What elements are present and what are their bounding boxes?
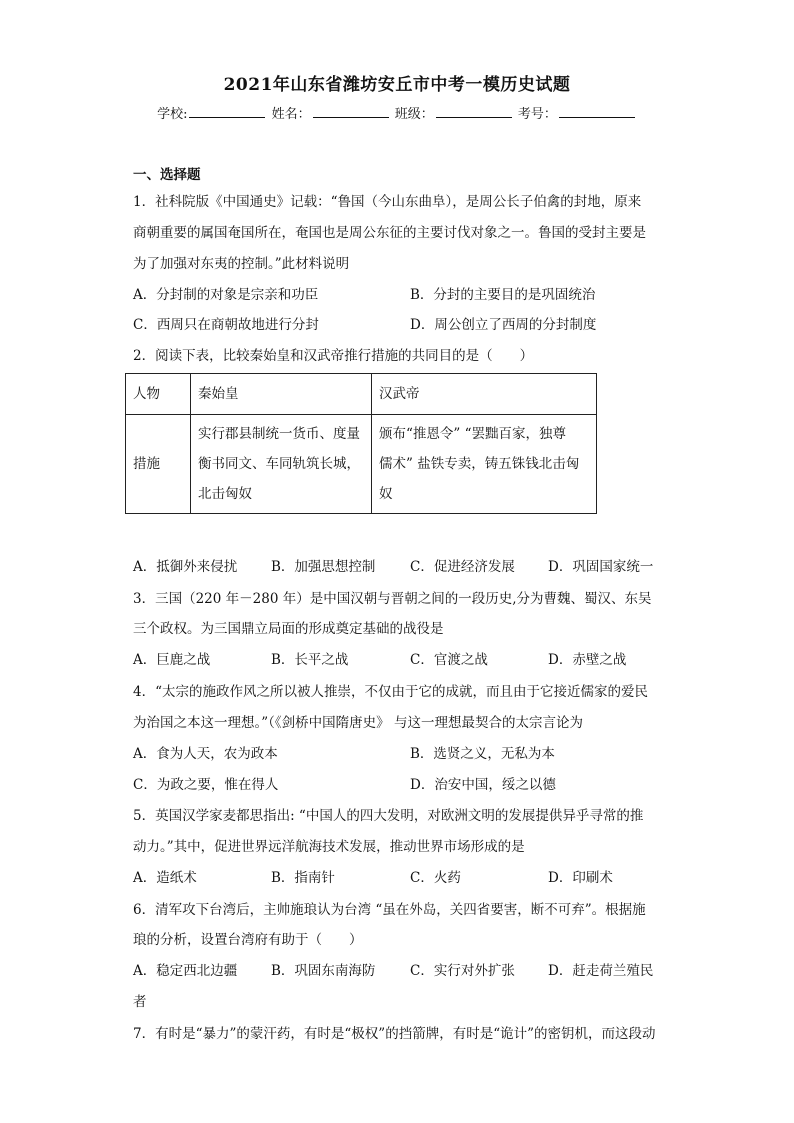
school-blank[interactable] bbox=[189, 105, 265, 118]
q1-option-d: D．周公创立了西周的分封制度 bbox=[410, 317, 597, 333]
q1-option-b: B．分封的主要目的是巩固统治 bbox=[410, 287, 596, 303]
q6-option-d: D．赶走荷兰殖民 bbox=[548, 963, 654, 979]
q5-option-a: A．造纸术 bbox=[133, 870, 197, 886]
q7-stem-line: 7．有时是“暴力”的蒙汗药，有时是“极权”的挡箭牌，有时是“诡计”的密钥机，而这段动 bbox=[133, 1026, 656, 1042]
cell-line: 衡书同文、车同轨筑长城， bbox=[198, 456, 360, 472]
q6-option-c: C．实行对外扩张 bbox=[410, 963, 515, 979]
student-info-line bbox=[0, 103, 794, 122]
q4-stem-line: 为治国之本这一理想。”（《剑桥中国隋唐史》 与这一理想最契合的太宗言论为 bbox=[133, 715, 583, 731]
q5-option-c: C．火药 bbox=[410, 870, 461, 886]
cell-line: 颁布“推恩令” “罢黜百家，独尊 bbox=[379, 426, 566, 442]
q3-option-a: A．巨鹿之战 bbox=[133, 652, 211, 668]
q2-option-b: B．加强思想控制 bbox=[271, 559, 376, 575]
cell-line: 奴 bbox=[379, 486, 393, 502]
cell-line: 实行郡县制统一货币、度量 bbox=[198, 426, 360, 442]
table-row-label: 措施 bbox=[126, 415, 191, 514]
q3-stem-line: 3．三国（220 年－280 年）是中国汉朝与晋朝之间的一段历史,分为曹魏、蜀汉、东吴 bbox=[133, 591, 652, 607]
q6-option-d-wrap: 者 bbox=[133, 994, 147, 1010]
cell-line: 北击匈奴 bbox=[198, 486, 252, 502]
q1-stem-line: 1．社科院版《中国通史》记载：“鲁国（今山东曲阜），是周公长子伯禽的封地，原来 bbox=[133, 194, 642, 210]
q3-option-c: C．官渡之战 bbox=[410, 652, 488, 668]
section-heading: 一、选择题 bbox=[133, 167, 201, 183]
q5-stem-line: 5．英国汉学家麦都思指出: “中国人的四大发明，对欧洲文明的发展提供异乎寻常的推 bbox=[133, 808, 644, 824]
q6-stem-line: 琅的分析，设置台湾府有助于（ ） bbox=[133, 932, 363, 948]
q1-stem-line: 为了加强对东夷的控制。”此材料说明 bbox=[133, 256, 350, 272]
q2-option-a: A．抵御外来侵扰 bbox=[133, 559, 238, 575]
q1-option-c: C．西周只在商朝故地进行分封 bbox=[133, 317, 319, 333]
q4-option-d: D．治安中国，绥之以德 bbox=[410, 777, 556, 793]
name-label: 姓名： bbox=[271, 107, 311, 122]
q1-option-a: A．分封制的对象是宗亲和功臣 bbox=[133, 287, 319, 303]
q5-option-b: B．指南针 bbox=[271, 870, 335, 886]
class-blank[interactable] bbox=[436, 105, 512, 118]
cell-line: 儒术” 盐铁专卖，铸五铢钱北击匈 bbox=[379, 456, 580, 472]
table-header-cell: 汉武帝 bbox=[372, 374, 597, 415]
class-label: 班级： bbox=[394, 107, 434, 122]
table-cell-han bbox=[372, 415, 597, 514]
page-title: 2021年山东省潍坊安丘市中考一模历史试题 bbox=[223, 75, 571, 95]
q4-stem-line: 4．“太宗的施政作风之所以被人推崇，不仅由于它的成就，而且由于它接近儒家的爱民 bbox=[133, 684, 648, 700]
exam-number-blank[interactable] bbox=[559, 105, 635, 118]
table-header-cell: 人物 bbox=[126, 374, 191, 415]
q2-comparison-table bbox=[125, 373, 597, 514]
q3-option-b: B．长平之战 bbox=[271, 652, 349, 668]
q4-option-c: C．为政之要，惟在得人 bbox=[133, 777, 279, 793]
q5-option-d: D．印刷术 bbox=[548, 870, 613, 886]
q6-option-a: A．稳定西北边疆 bbox=[133, 963, 238, 979]
q2-stem: 2．阅读下表，比较秦始皇和汉武帝推行措施的共同目的是（ ） bbox=[133, 348, 534, 364]
table-cell-qin bbox=[191, 415, 372, 514]
q3-stem-line: 三个政权。为三国鼎立局面的形成奠定基础的战役是 bbox=[133, 621, 444, 637]
q2-option-c: C．促进经济发展 bbox=[410, 559, 515, 575]
name-blank[interactable] bbox=[313, 105, 389, 118]
q6-stem-line: 6．清军攻下台湾后，主帅施琅认为台湾 “虽在外岛，关四省要害，断不可弃”。根据施 bbox=[133, 902, 646, 918]
q6-option-b: B．巩固东南海防 bbox=[271, 963, 376, 979]
q3-option-d: D．赤壁之战 bbox=[548, 652, 627, 668]
q2-option-d: D．巩固国家统一 bbox=[548, 559, 654, 575]
exam-number-label: 考号： bbox=[517, 107, 557, 122]
school-label: 学校: bbox=[157, 107, 188, 122]
q1-stem-line: 商朝重要的属国奄国所在，奄国也是周公东征的主要讨伐对象之一。鲁国的受封主要是 bbox=[133, 225, 646, 241]
q5-stem-line: 动力。”其中，促进世界远洋航海技术发展，推动世界市场形成的是 bbox=[133, 839, 525, 855]
q4-option-b: B．选贤之义，无私为本 bbox=[410, 746, 555, 762]
q4-option-a: A．食为人天，农为政本 bbox=[133, 746, 278, 762]
table-header-cell: 秦始皇 bbox=[191, 374, 372, 415]
